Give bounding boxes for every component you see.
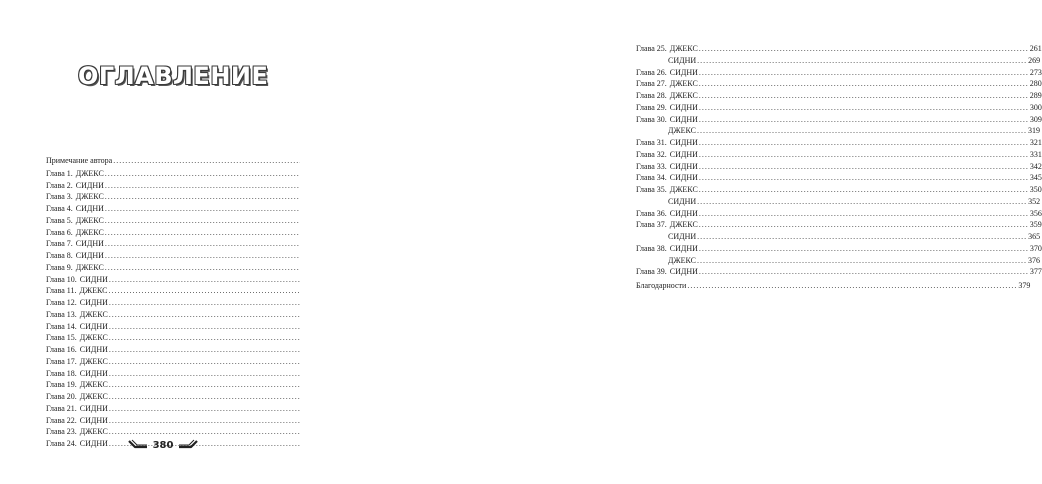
chapter-narrator: СИДНИ bbox=[75, 204, 104, 213]
chapter-label: Глава 16. bbox=[46, 345, 77, 354]
toc-entry-page: 269 bbox=[1028, 55, 1041, 65]
chapter-narrator: СИДНИ bbox=[79, 298, 108, 307]
chapter-label: Глава 32. bbox=[636, 149, 667, 159]
chapter-label: Глава 27. bbox=[636, 79, 667, 89]
chapter-label: Глава 6. bbox=[46, 227, 73, 237]
chapter-label: Глава 25. bbox=[636, 44, 667, 53]
toc-entry[interactable] bbox=[636, 184, 1042, 196]
dot-leader bbox=[699, 43, 1029, 55]
left-ornament-icon bbox=[128, 439, 148, 451]
toc-entry[interactable] bbox=[636, 43, 1042, 55]
chapter-label: Глава 38. bbox=[636, 243, 667, 253]
chapter-label: Глава 9. bbox=[46, 262, 73, 272]
toc-entry[interactable] bbox=[46, 403, 262, 415]
toc-entry-page: 359 bbox=[1029, 220, 1042, 230]
toc-entry[interactable] bbox=[46, 168, 262, 180]
toc-entry-acknowledgements[interactable] bbox=[636, 280, 1031, 292]
chapter-narrator: СИДНИ bbox=[669, 138, 698, 147]
chapter-narrator: ДЖЕКС bbox=[75, 227, 104, 237]
chapter-label: Глава 13. bbox=[46, 309, 77, 319]
chapter-narrator: ДЖЕКС bbox=[79, 286, 108, 296]
chapter-narrator: ДЖЕКС bbox=[79, 427, 108, 437]
chapter-label: Глава 24. bbox=[46, 439, 77, 448]
chapter-narrator: СИДНИ bbox=[79, 368, 108, 378]
chapter-label: Глава 37. bbox=[636, 220, 667, 230]
toc-entry[interactable] bbox=[46, 250, 262, 262]
right-ornament-icon bbox=[178, 439, 198, 451]
toc-entry-page: 342 bbox=[1029, 161, 1042, 171]
chapter-narrator: СИДНИ bbox=[669, 161, 698, 171]
chapter-narrator: ДЖЕКС bbox=[669, 79, 698, 89]
chapter-narrator: СИДНИ bbox=[669, 114, 698, 124]
chapter-label: Глава 11. bbox=[46, 286, 77, 296]
chapter-label: Глава 17. bbox=[46, 356, 77, 366]
chapter-narrator: ДЖЕКС bbox=[669, 185, 698, 194]
chapter-label: Глава 8. bbox=[46, 251, 73, 260]
chapter-label: Глава 5. bbox=[46, 215, 73, 225]
chapter-label: Глава 12. bbox=[46, 298, 77, 307]
chapter-label: Глава 35. bbox=[636, 185, 667, 194]
toc-entry-page: 376 bbox=[1027, 255, 1040, 265]
chapter-narrator: СИДНИ bbox=[669, 102, 698, 112]
chapter-narrator: СИДНИ bbox=[75, 239, 104, 249]
chapter-label: Глава 1. bbox=[46, 168, 73, 178]
toc-entry-page: 300 bbox=[1029, 102, 1042, 112]
chapter-label: Глава 14. bbox=[46, 321, 77, 331]
dot-leader bbox=[699, 161, 1029, 173]
dot-leader bbox=[699, 67, 1029, 79]
toc-entry-page: 370 bbox=[1029, 243, 1042, 253]
chapter-narrator: ДЖЕКС bbox=[75, 215, 104, 225]
chapter-narrator: СИДНИ bbox=[668, 196, 697, 206]
dot-leader bbox=[699, 90, 1029, 102]
toc-entry-page: 352 bbox=[1028, 196, 1041, 206]
chapter-narrator: СИДНИ bbox=[79, 403, 108, 413]
chapter-label: Глава 33. bbox=[636, 161, 667, 171]
toc-entry[interactable] bbox=[46, 227, 262, 239]
toc-entry-page: 280 bbox=[1029, 79, 1042, 89]
chapter-label: Глава 34. bbox=[636, 173, 667, 183]
chapter-narrator: ДЖЕКС bbox=[669, 91, 698, 100]
chapter-narrator: СИДНИ bbox=[668, 232, 697, 241]
toc-entry[interactable] bbox=[636, 208, 1042, 220]
toc-entry[interactable] bbox=[46, 309, 262, 321]
dot-leader bbox=[687, 280, 1017, 292]
chapter-label: Глава 4. bbox=[46, 204, 73, 213]
toc-entry-page: 319 bbox=[1027, 126, 1040, 136]
toc-entry-page: 289 bbox=[1029, 91, 1042, 100]
toc-entry[interactable] bbox=[636, 219, 1042, 231]
toc-entry-title: Благодарности bbox=[636, 281, 687, 290]
page-number: 380 bbox=[152, 439, 174, 451]
toc-entry[interactable] bbox=[46, 238, 262, 250]
page-footer bbox=[128, 437, 198, 453]
toc-entry[interactable] bbox=[636, 90, 1042, 102]
dot-leader bbox=[697, 255, 1027, 267]
toc-entry[interactable] bbox=[636, 102, 1042, 114]
toc-entry[interactable] bbox=[46, 391, 262, 403]
chapter-label: Глава 2. bbox=[46, 180, 73, 190]
chapter-label: Глава 39. bbox=[636, 267, 667, 277]
toc-entry-page: 273 bbox=[1029, 67, 1042, 77]
chapter-narrator: СИДНИ bbox=[669, 208, 698, 218]
toc-entry[interactable] bbox=[46, 285, 262, 297]
toc-entry-page: 345 bbox=[1029, 173, 1042, 183]
right-page bbox=[300, 0, 1042, 484]
toc-entry[interactable] bbox=[46, 180, 262, 192]
toc-entry[interactable] bbox=[636, 78, 1042, 90]
chapter-narrator: СИДНИ bbox=[75, 180, 104, 190]
chapter-narrator: ДЖЕКС bbox=[79, 392, 108, 401]
dot-leader bbox=[697, 55, 1027, 67]
toc-entry[interactable] bbox=[636, 125, 1040, 137]
toc-entry-page: 309 bbox=[1029, 114, 1042, 124]
dot-leader bbox=[699, 172, 1029, 184]
toc-list-right bbox=[636, 43, 1042, 292]
chapter-narrator: ДЖЕКС bbox=[668, 126, 696, 136]
chapter-label: Глава 22. bbox=[46, 415, 77, 425]
chapter-label: Глава 21. bbox=[46, 403, 77, 413]
chapter-narrator: ДЖЕКС bbox=[79, 380, 108, 390]
toc-entry[interactable] bbox=[636, 231, 1041, 243]
dot-leader bbox=[697, 125, 1027, 137]
chapter-narrator: СИДНИ bbox=[669, 67, 698, 77]
chapter-narrator: СИДНИ bbox=[668, 55, 697, 65]
toc-entry[interactable] bbox=[46, 368, 262, 380]
chapter-narrator: ДЖЕКС bbox=[75, 168, 104, 178]
toc-entry[interactable] bbox=[636, 161, 1042, 173]
toc-entry-page: 331 bbox=[1029, 149, 1042, 159]
dot-leader bbox=[699, 137, 1029, 149]
chapter-label: Глава 29. bbox=[636, 102, 667, 112]
toc-entry[interactable] bbox=[46, 215, 262, 227]
dot-leader bbox=[699, 219, 1029, 231]
chapter-label: Глава 36. bbox=[636, 208, 667, 218]
chapter-narrator: СИДНИ bbox=[79, 345, 108, 354]
chapter-narrator: ДЖЕКС bbox=[668, 255, 696, 265]
toc-entry-page: 261 bbox=[1029, 44, 1042, 53]
toc-entry-page: 377 bbox=[1029, 267, 1042, 277]
chapter-label: Глава 19. bbox=[46, 380, 77, 390]
chapter-narrator: СИДНИ bbox=[79, 274, 108, 284]
toc-entry[interactable] bbox=[46, 344, 262, 356]
toc-entry[interactable] bbox=[46, 356, 262, 368]
toc-entry[interactable] bbox=[636, 172, 1042, 184]
chapter-label: Глава 3. bbox=[46, 192, 73, 202]
chapter-narrator: СИДНИ bbox=[669, 173, 698, 183]
dot-leader bbox=[699, 149, 1029, 161]
toc-list-left bbox=[46, 155, 262, 450]
toc-entry[interactable] bbox=[636, 114, 1042, 126]
toc-entry[interactable] bbox=[636, 243, 1042, 255]
toc-entry[interactable] bbox=[636, 196, 1041, 208]
chapter-narrator: ДЖЕКС bbox=[79, 356, 108, 366]
chapter-label: Глава 20. bbox=[46, 392, 77, 401]
chapter-narrator: ДЖЕКС bbox=[669, 220, 698, 230]
chapter-narrator: СИДНИ bbox=[79, 415, 108, 425]
dot-leader bbox=[699, 114, 1029, 126]
toc-entry[interactable] bbox=[46, 379, 262, 391]
dot-leader bbox=[697, 231, 1027, 243]
dot-leader bbox=[699, 78, 1029, 90]
chapter-narrator: ДЖЕКС bbox=[75, 262, 104, 272]
toc-entry-page: 379 bbox=[1018, 281, 1031, 290]
toc-entry-title: Примечание автора bbox=[46, 156, 113, 165]
dot-leader bbox=[699, 184, 1029, 196]
toc-entry[interactable] bbox=[46, 415, 262, 427]
toc-entry[interactable] bbox=[46, 191, 262, 203]
toc-entry[interactable] bbox=[46, 332, 262, 344]
toc-entry[interactable] bbox=[46, 274, 262, 286]
chapter-label: Глава 31. bbox=[636, 138, 667, 147]
chapter-label: Глава 26. bbox=[636, 67, 667, 77]
dot-leader bbox=[699, 243, 1029, 255]
toc-entry-page: 356 bbox=[1029, 208, 1042, 218]
chapter-label: Глава 23. bbox=[46, 427, 77, 437]
chapter-label: Глава 30. bbox=[636, 114, 667, 124]
chapter-label: Глава 15. bbox=[46, 333, 77, 343]
toc-title: ОГЛАВЛЕНИЕ bbox=[78, 62, 269, 90]
toc-entry[interactable] bbox=[636, 55, 1041, 67]
chapter-narrator: ДЖЕКС bbox=[75, 192, 104, 202]
toc-entry[interactable] bbox=[46, 203, 262, 215]
toc-entry[interactable] bbox=[46, 262, 262, 274]
chapter-narrator: СИДНИ bbox=[75, 251, 104, 260]
toc-entry[interactable] bbox=[636, 255, 1040, 267]
toc-entry[interactable] bbox=[46, 297, 262, 309]
left-page bbox=[0, 0, 300, 484]
chapter-narrator: ДЖЕКС bbox=[79, 333, 108, 343]
chapter-narrator: СИДНИ bbox=[79, 439, 108, 448]
toc-entry-page: 321 bbox=[1029, 138, 1042, 147]
chapter-label: Глава 7. bbox=[46, 239, 73, 249]
chapter-label: Глава 10. bbox=[46, 274, 77, 284]
toc-entry[interactable] bbox=[46, 321, 262, 333]
toc-entry-page: 365 bbox=[1028, 232, 1041, 241]
chapter-label: Глава 28. bbox=[636, 91, 667, 100]
toc-entry[interactable] bbox=[636, 149, 1042, 161]
toc-entry[interactable] bbox=[636, 67, 1042, 79]
dot-leader bbox=[699, 266, 1029, 278]
chapter-narrator: ДЖЕКС bbox=[669, 44, 698, 53]
toc-entry-page: 350 bbox=[1029, 185, 1042, 194]
chapter-narrator: ДЖЕКС bbox=[79, 309, 108, 319]
dot-leader bbox=[699, 102, 1029, 114]
dot-leader bbox=[697, 196, 1027, 208]
chapter-narrator: СИДНИ bbox=[669, 149, 698, 159]
chapter-label: Глава 18. bbox=[46, 368, 77, 378]
chapter-narrator: СИДНИ bbox=[79, 321, 108, 331]
toc-entry-author-note[interactable] bbox=[46, 155, 262, 167]
toc-entry[interactable] bbox=[636, 137, 1042, 149]
toc-entry[interactable] bbox=[636, 266, 1042, 278]
dot-leader bbox=[699, 208, 1029, 220]
chapter-narrator: СИДНИ bbox=[669, 243, 698, 253]
chapter-narrator: СИДНИ bbox=[669, 267, 698, 277]
